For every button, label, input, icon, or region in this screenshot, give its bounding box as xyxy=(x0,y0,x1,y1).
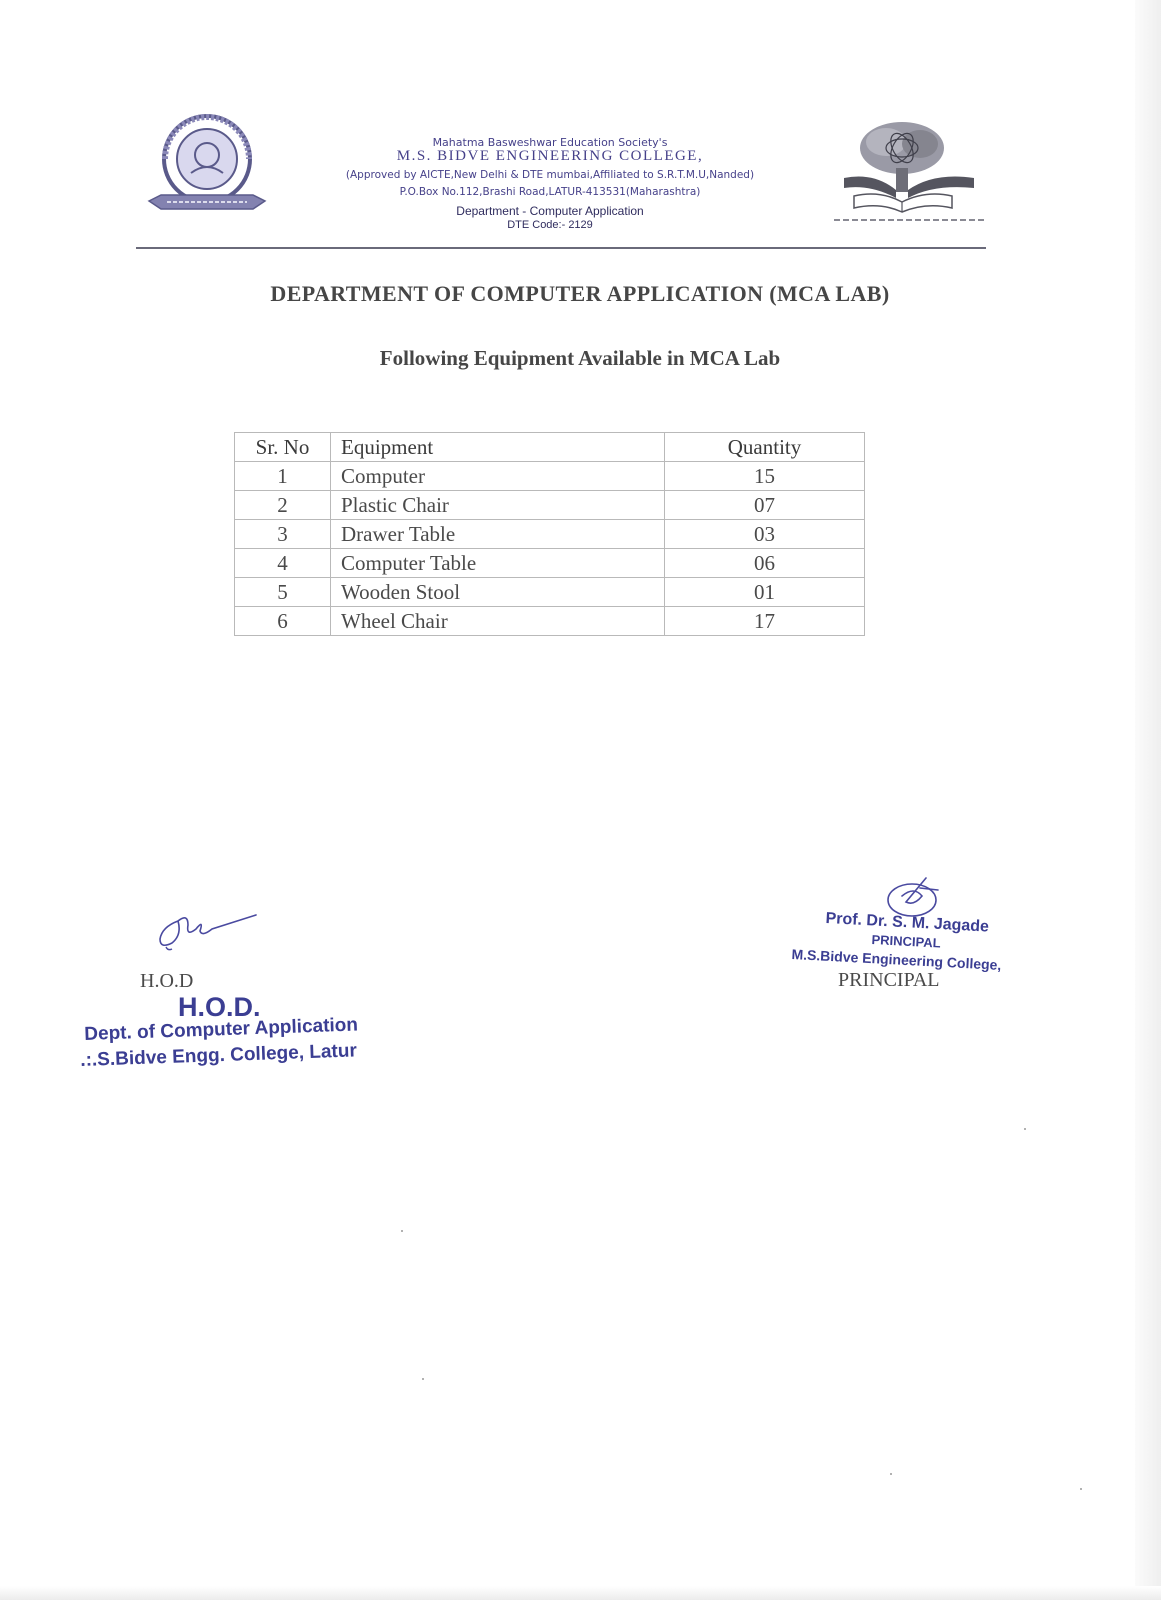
cell-sr-no: 5 xyxy=(235,578,331,607)
society-seal-logo xyxy=(143,113,271,217)
approval-line: (Approved by AICTE,New Delhi & DTE mumbai,Affiliated to S.R.T.M.U,Nanded) xyxy=(345,169,755,181)
cell-quantity: 01 xyxy=(665,578,865,607)
cell-equipment: Drawer Table xyxy=(331,520,665,549)
hod-stamp-college: .:.S.Bidve Engg. College, Latur xyxy=(80,1040,358,1071)
college-name: M.S. BIDVE ENGINEERING COLLEGE, xyxy=(396,148,704,164)
table-row xyxy=(235,520,865,549)
cell-sr-no: 4 xyxy=(235,549,331,578)
column-header-equipment: Equipment xyxy=(331,433,665,462)
cell-equipment: Wheel Chair xyxy=(331,607,665,636)
scan-speck xyxy=(422,1378,424,1380)
column-header-quantity: Quantity xyxy=(665,433,865,462)
dte-code: DTE Code:- 2129 xyxy=(507,219,593,231)
cell-quantity: 17 xyxy=(665,607,865,636)
table-row xyxy=(235,549,865,578)
department-line: Department - Computer Application xyxy=(456,204,644,218)
cell-quantity: 03 xyxy=(665,520,865,549)
cell-equipment: Wooden Stool xyxy=(331,578,665,607)
scan-speck xyxy=(1024,1128,1026,1130)
table-header-row xyxy=(235,433,865,462)
cell-quantity: 06 xyxy=(665,549,865,578)
principal-stamp-college: M.S.Bidve Engineering College, xyxy=(791,946,1002,973)
address-line: P.O.Box No.112,Brashi Road,LATUR-413531(Maharashtra) xyxy=(399,186,701,198)
scan-speck xyxy=(1080,1488,1082,1490)
equipment-table xyxy=(234,432,865,636)
society-name: Mahatma Basweshwar Education Society's xyxy=(432,136,668,149)
cell-sr-no: 2 xyxy=(235,491,331,520)
table-row xyxy=(235,578,865,607)
table-row xyxy=(235,607,865,636)
scan-speck xyxy=(890,1473,892,1475)
college-tree-logo xyxy=(834,118,984,226)
hod-signature xyxy=(148,903,260,953)
cell-sr-no: 1 xyxy=(235,462,331,491)
letterhead-divider xyxy=(136,247,986,249)
page-edge-shadow xyxy=(1135,0,1161,1600)
cell-equipment: Computer Table xyxy=(331,549,665,578)
cell-equipment: Computer xyxy=(331,462,665,491)
page-subtitle: Following Equipment Available in MCA Lab xyxy=(379,346,781,370)
table-row xyxy=(235,462,865,491)
page-bottom-shadow xyxy=(0,1586,1161,1600)
scan-speck xyxy=(401,1230,403,1232)
cell-quantity: 15 xyxy=(665,462,865,491)
hod-stamp-title: H.O.D. xyxy=(178,992,261,1022)
cell-sr-no: 3 xyxy=(235,520,331,549)
table-row xyxy=(235,491,865,520)
page-title: DEPARTMENT OF COMPUTER APPLICATION (MCA LAB) xyxy=(270,281,890,306)
principal-label: PRINCIPAL xyxy=(838,969,940,991)
cell-quantity: 07 xyxy=(665,491,865,520)
cell-equipment: Plastic Chair xyxy=(331,491,665,520)
hod-stamp-department: Dept. of Computer Application xyxy=(84,1014,359,1045)
principal-stamp-name: Prof. Dr. S. M. Jagade xyxy=(825,910,990,936)
column-header-sr-no: Sr. No xyxy=(235,433,331,462)
hod-label: H.O.D xyxy=(140,970,194,992)
cell-sr-no: 6 xyxy=(235,607,331,636)
principal-stamp-title: PRINCIPAL xyxy=(871,932,942,951)
